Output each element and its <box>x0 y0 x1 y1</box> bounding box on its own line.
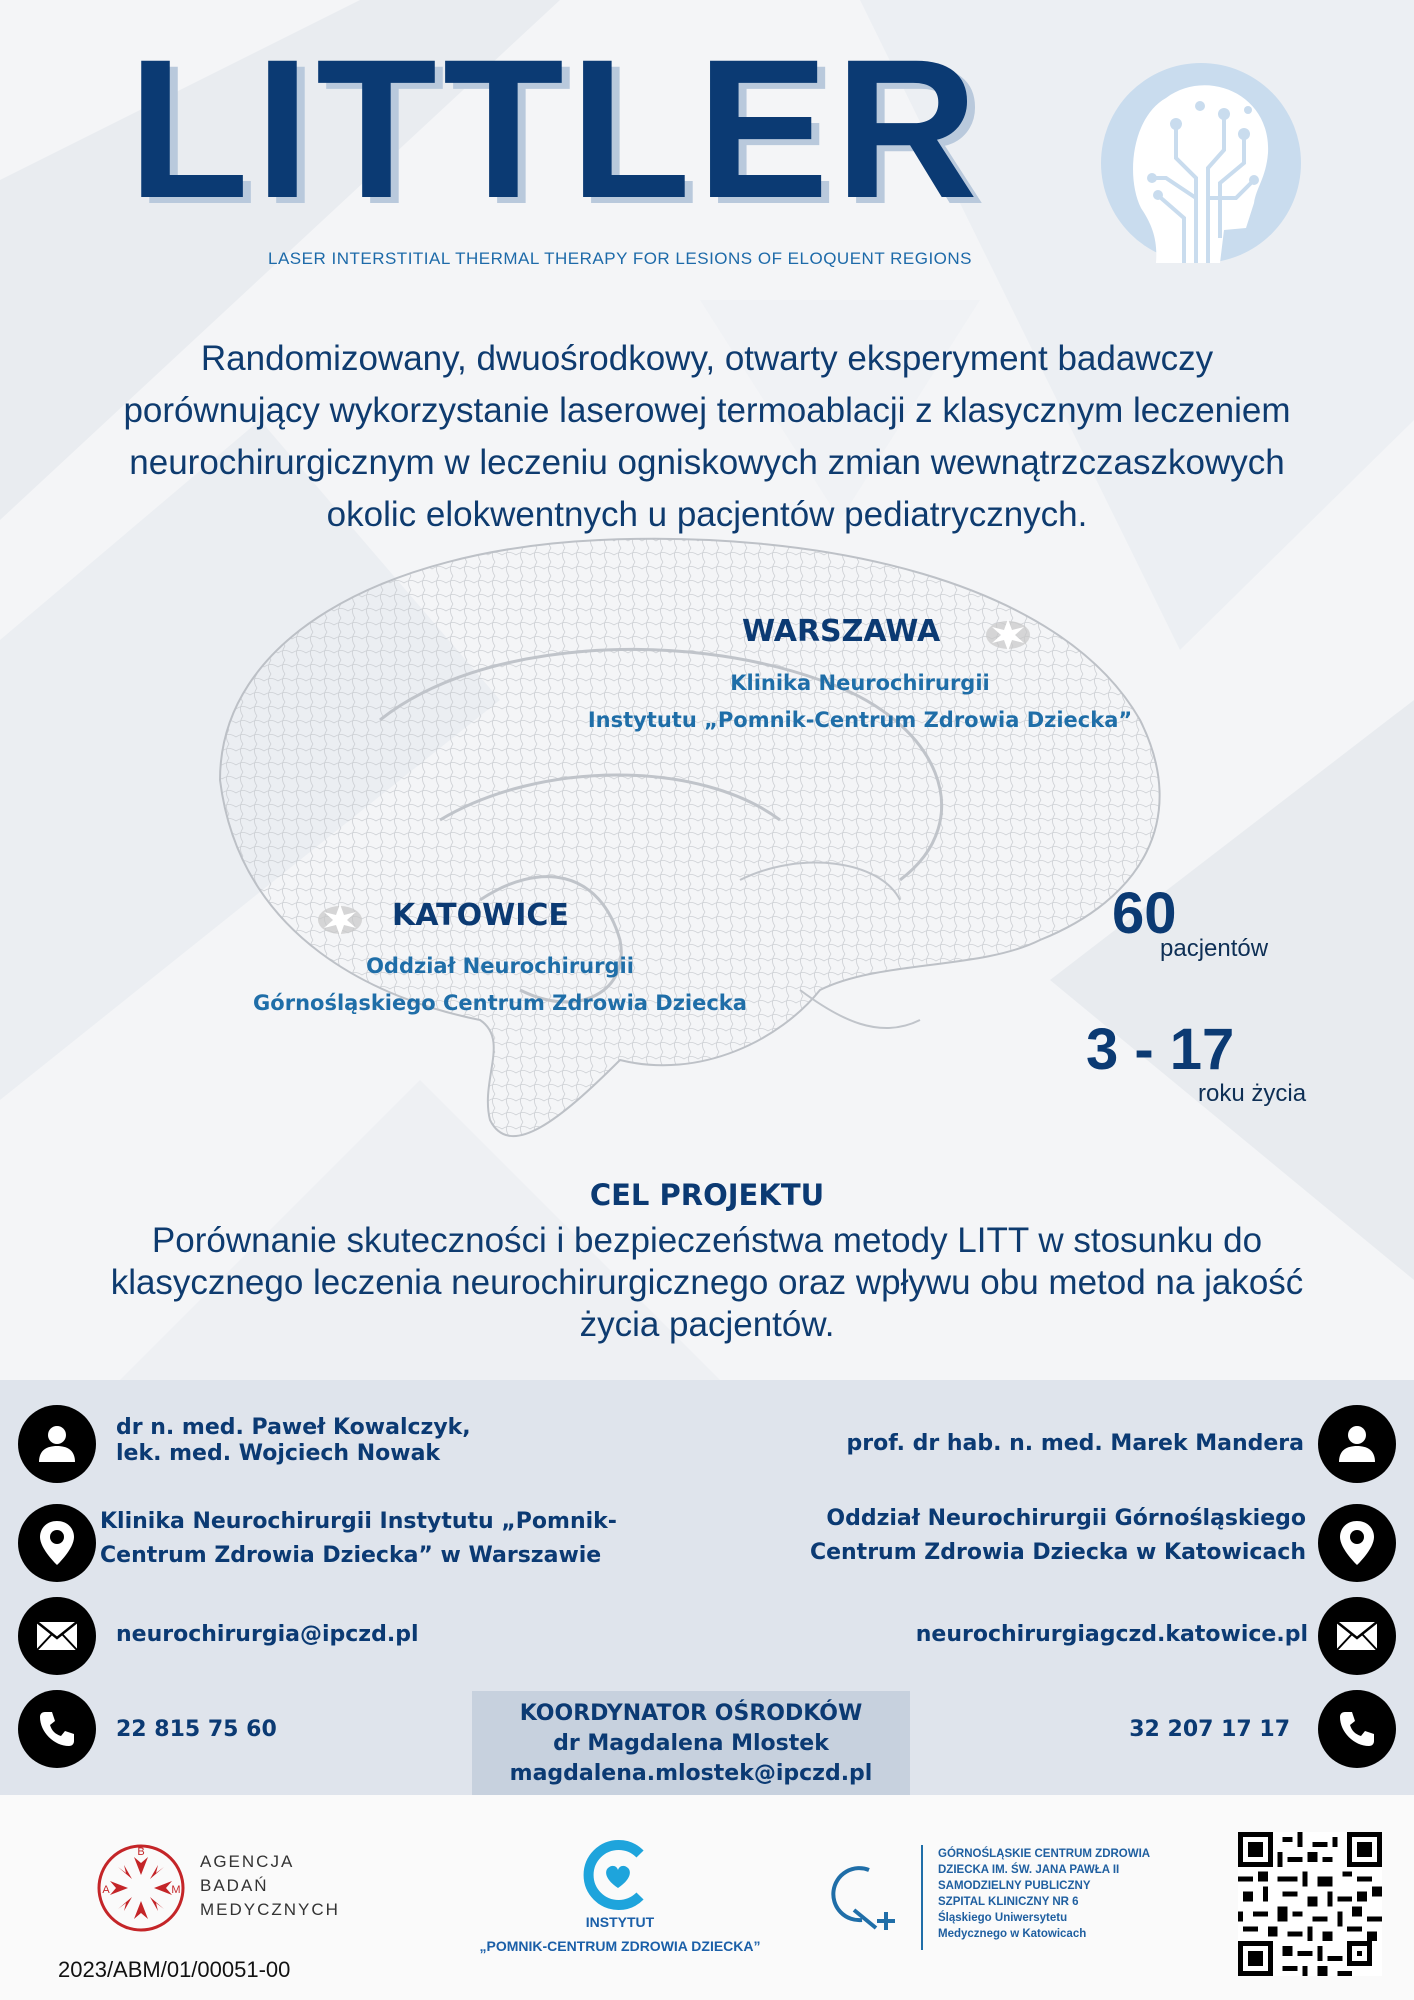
envelope-icon <box>18 1597 96 1675</box>
abm-line: MEDYCZNYCH <box>200 1900 340 1919</box>
coordinator-box <box>472 1691 910 1797</box>
left-persons <box>116 1415 471 1467</box>
goal-line: życia pacjentów. <box>579 1305 835 1344</box>
intro-line: porównujący wykorzystanie laserowej termoablacji z klasycznym leczeniem <box>123 391 1291 430</box>
registration-number: 2023/ABM/01/00051-00 <box>58 1957 291 1982</box>
left-address <box>100 1505 617 1573</box>
gczd-name <box>938 1846 1150 1942</box>
gczd-line: SZPITAL KLINICZNY NR 6 <box>938 1896 1079 1908</box>
abm-name <box>200 1850 340 1922</box>
warszawa-city: WARSZAWA <box>742 614 941 649</box>
coordinator-name: dr Magdalena Mlostek <box>553 1731 829 1756</box>
goal-text <box>90 1220 1324 1346</box>
warszawa-institution <box>560 665 1160 739</box>
sparkle-icon <box>310 900 370 940</box>
page-subtitle: LASER INTERSTITIAL THERMAL THERAPY FOR LESIONS OF ELOQUENT REGIONS <box>268 249 973 268</box>
right-address <box>700 1502 1306 1570</box>
gczd-divider <box>921 1845 923 1950</box>
katowice-city: KATOWICE <box>392 898 569 933</box>
gczd-line: GÓRNOŚLĄSKIE CENTRUM ZDROWIA <box>938 1848 1151 1860</box>
age-range: 3 - 17 <box>1086 1017 1235 1082</box>
goal-line: Porównanie skuteczności i bezpieczeństwa metody LITT w stosunku do <box>151 1221 1263 1260</box>
goal-title: CEL PROJEKTU <box>589 1178 825 1212</box>
person-icon <box>18 1405 96 1483</box>
ipczd-logo-icon <box>578 1840 658 1910</box>
abm-line: AGENCJA <box>200 1852 295 1871</box>
ipczd-name <box>430 1914 810 1954</box>
age-label: roku życia <box>1198 1080 1307 1107</box>
abm-letter: M <box>171 1884 181 1896</box>
person-name: lek. med. Wojciech Nowak <box>116 1441 441 1466</box>
abm-letter: B <box>137 1846 145 1858</box>
head-circuit-icon <box>1096 58 1306 288</box>
qr-code-icon[interactable] <box>1238 1832 1382 1976</box>
left-phone[interactable]: 22 815 75 60 <box>116 1717 277 1742</box>
coordinator-title: KOORDYNATOR OŚRODKÓW <box>519 1701 863 1726</box>
gczd-logo-icon <box>814 1850 904 1940</box>
intro-text <box>70 333 1344 541</box>
location-pin-icon <box>18 1504 96 1582</box>
abm-logo <box>96 1843 186 1933</box>
intro-line: neurochirurgicznym w leczeniu ogniskowych zmian wewnątrzczaszkowych <box>129 443 1285 482</box>
abm-letter: A <box>102 1884 110 1896</box>
location-pin-icon <box>1318 1504 1396 1582</box>
phone-icon <box>1318 1690 1396 1768</box>
right-phone[interactable]: 32 207 17 17 <box>1129 1717 1290 1742</box>
person-name: prof. dr hab. n. med. Marek Mandera <box>846 1431 1304 1456</box>
address-line: Centrum Zdrowia Dziecka” w Warszawie <box>100 1543 602 1568</box>
ipczd-line: „POMNIK-CENTRUM ZDROWIA DZIECKA” <box>479 1938 761 1954</box>
person-name: dr n. med. Paweł Kowalczyk, <box>116 1415 471 1440</box>
left-email[interactable]: neurochirurgia@ipczd.pl <box>116 1622 419 1647</box>
person-icon <box>1318 1405 1396 1483</box>
institution-line: Klinika Neurochirurgii <box>730 671 990 695</box>
patients-count: 60 <box>1112 881 1177 946</box>
gczd-line: Medycznego w Katowicach <box>938 1928 1087 1940</box>
gczd-line: Śląskiego Uniwersytetu <box>938 1912 1068 1924</box>
gczd-line: SAMODZIELNY PUBLICZNY <box>938 1880 1091 1892</box>
envelope-icon <box>1318 1597 1396 1675</box>
sparkle-icon <box>978 615 1038 655</box>
address-line: Oddział Neurochirurgii Górnośląskiego <box>826 1506 1306 1531</box>
intro-line: Randomizowany, dwuośrodkowy, otwarty eksperyment badawczy <box>200 339 1214 378</box>
katowice-institution <box>200 948 800 1022</box>
institution-line: Górnośląskiego Centrum Zdrowia Dziecka <box>253 991 747 1015</box>
patients-label: pacjentów <box>1160 935 1269 962</box>
right-email[interactable]: neurochirurgiagczd.katowice.pl <box>915 1622 1308 1647</box>
abm-line: BADAŃ <box>200 1876 269 1895</box>
right-persons <box>760 1427 1304 1461</box>
gczd-line: DZIECKA IM. ŚW. JANA PAWŁA II <box>938 1864 1120 1876</box>
address-line: Centrum Zdrowia Dziecka w Katowicach <box>809 1540 1306 1565</box>
address-line: Klinika Neurochirurgii Instytutu „Pomnik- <box>100 1509 617 1534</box>
phone-icon <box>18 1690 96 1768</box>
coordinator-email[interactable]: magdalena.mlostek@ipczd.pl <box>509 1761 873 1786</box>
goal-line: klasycznego leczenia neurochirurgicznego oraz wpływu obu metod na jakość <box>110 1263 1304 1302</box>
institution-line: Oddział Neurochirurgii <box>366 954 634 978</box>
page-title: LITTLER <box>128 18 984 239</box>
intro-line: okolic elokwentnych u pacjentów pediatrycznych. <box>326 495 1088 534</box>
ipczd-line: INSTYTUT <box>585 1914 655 1930</box>
institution-line: Instytutu „Pomnik-Centrum Zdrowia Dziecka” <box>587 708 1133 732</box>
